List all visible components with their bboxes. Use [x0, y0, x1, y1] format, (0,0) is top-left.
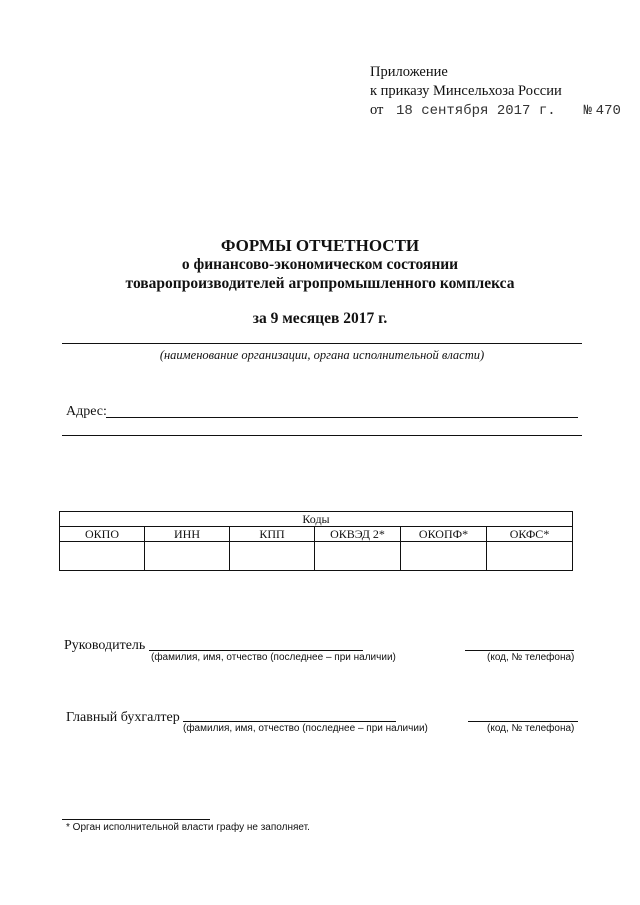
code-value-kpp[interactable] — [230, 542, 315, 571]
organization-name-field[interactable] — [62, 343, 582, 344]
head-name-caption: (фамилия, имя, отчество (последнее – при наличии) — [151, 652, 396, 663]
codes-table-header: Коды — [60, 512, 573, 527]
appendix-title: Приложение — [370, 64, 448, 80]
address-field-line-2[interactable] — [62, 435, 582, 436]
accountant-phone-field[interactable] — [468, 721, 578, 722]
appendix-order-ref: к приказу Минсельхоза России — [370, 83, 562, 99]
form-title-subtitle-1: о финансово-экономическом состоянии — [181, 256, 459, 273]
appendix-number: 470 — [595, 103, 621, 119]
form-title-main: ФОРМЫ ОТЧЕТНОСТИ — [220, 236, 420, 255]
head-label: Руководитель — [64, 638, 146, 653]
code-value-okpo[interactable] — [60, 542, 145, 571]
report-period: за 9 месяцев 2017 г. — [252, 310, 388, 327]
footnote: * Орган исполнительной власти графу не заполняет. — [66, 822, 310, 833]
head-phone-field[interactable] — [465, 650, 574, 651]
accountant-phone-caption: (код, № телефона) — [487, 723, 575, 734]
code-value-inn[interactable] — [145, 542, 230, 571]
accountant-name-field[interactable] — [183, 721, 396, 722]
code-column-okpo: ОКПО — [60, 527, 145, 542]
code-value-okved2[interactable] — [315, 542, 401, 571]
code-column-okfs: ОКФС* — [487, 527, 573, 542]
address-field-line-1[interactable] — [106, 417, 578, 418]
form-title — [0, 236, 640, 293]
code-value-okfs[interactable] — [487, 542, 573, 571]
head-name-field[interactable] — [149, 650, 363, 651]
appendix-date: 18 сентября 2017 г. — [396, 103, 556, 119]
footnote-divider — [62, 819, 210, 820]
accountant-name-caption: (фамилия, имя, отчество (последнее – при наличии) — [183, 723, 428, 734]
appendix-date-line — [370, 101, 621, 121]
accountant-label: Главный бухгалтер — [66, 710, 180, 725]
appendix-header — [370, 63, 621, 121]
code-column-kpp: КПП — [230, 527, 315, 542]
codes-table — [59, 511, 573, 571]
appendix-from-label: от — [370, 102, 384, 118]
code-value-okopf[interactable] — [401, 542, 487, 571]
code-column-okopf: ОКОПФ* — [401, 527, 487, 542]
code-column-inn: ИНН — [145, 527, 230, 542]
head-phone-caption: (код, № телефона) — [487, 652, 575, 663]
form-title-subtitle-2: товаропроизводителей агропромышленного комплекса — [125, 275, 515, 292]
appendix-number-sign: № — [583, 103, 593, 119]
address-label: Адрес: — [66, 404, 107, 419]
organization-name-caption: (наименование организации, органа исполнительной власти) — [159, 348, 485, 362]
code-column-okved2: ОКВЭД 2* — [315, 527, 401, 542]
